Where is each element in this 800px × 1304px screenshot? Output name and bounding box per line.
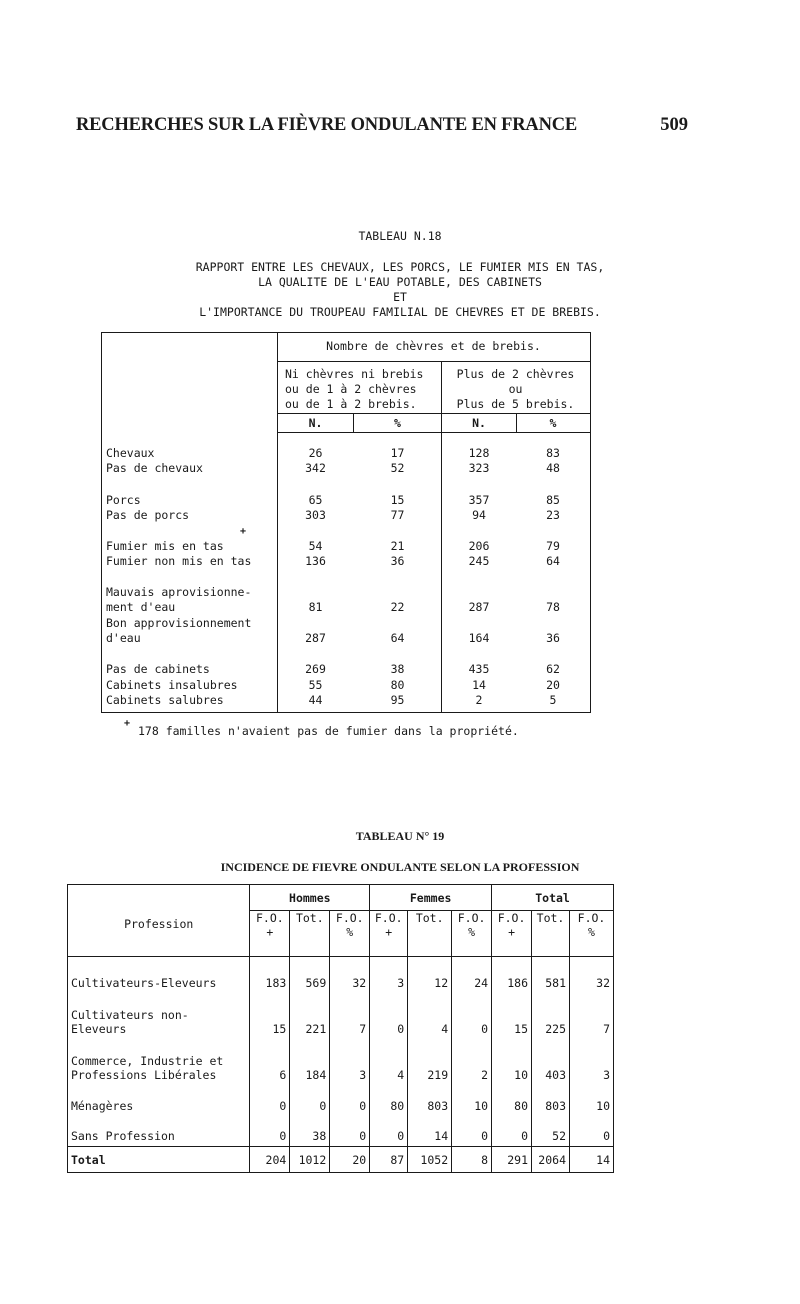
table18-col1-header-1: Ni chèvres ni brebis: [285, 367, 424, 381]
table19-row: [68, 1039, 614, 1085]
table18-footnote-mark: +: [124, 718, 131, 729]
table18-col2-header-3: Plus de 5 brebis.: [456, 397, 575, 411]
table18-row-label: Fumier mis en tas: [106, 539, 224, 553]
table19-row: [68, 957, 614, 993]
table19-cell: 7: [570, 993, 614, 1039]
table18-group-header: Nombre de chèvres et de brebis.: [326, 339, 541, 353]
table19-cell: 32: [570, 957, 614, 993]
table18-col2-header-1: Plus de 2 chèvres: [456, 367, 575, 381]
table19-total-cell: 8: [452, 1147, 492, 1173]
table18-row-label: ment d'eau: [106, 600, 176, 614]
table18-sub-pct-1: %: [394, 416, 401, 430]
table19-cell: 4: [408, 993, 452, 1039]
table18-cell: 78: [546, 600, 560, 614]
table19-cell: 219: [408, 1039, 452, 1085]
table19-total-cell: 2064: [532, 1147, 570, 1173]
table19-cell: 15: [492, 993, 532, 1039]
table19-total-cell: 1012: [290, 1147, 330, 1173]
table18-cell: 14: [472, 678, 486, 692]
table18-row-label: Fumier non mis en tas: [106, 554, 252, 568]
running-title: RECHERCHES SUR LA FIÈVRE ONDULANTE EN FRANCE: [76, 115, 578, 135]
table19-cell: 6: [250, 1039, 290, 1085]
table18-col1-header-2: ou de 1 à 2 chèvres: [285, 382, 417, 396]
page-number: 509: [660, 115, 688, 135]
table18-row-label: Pas de cabinets: [106, 662, 210, 676]
table19-total-row: [68, 1147, 614, 1173]
table19-cell: 0: [570, 1116, 614, 1147]
table18-cell: 54: [308, 539, 323, 553]
table19-cell: 0: [452, 1116, 492, 1147]
table19-total-label: Total: [68, 1147, 250, 1173]
table19-profession-header: Profession: [68, 885, 250, 957]
table19-total-cell: 14: [570, 1147, 614, 1173]
table18-cell: 323: [468, 461, 490, 475]
table19-group-total: Total: [492, 885, 614, 911]
table19-cell: 4: [370, 1039, 408, 1085]
table18-col1-header-3: ou de 1 à 2 brebis.: [285, 397, 417, 411]
table19-cell: 80: [370, 1085, 408, 1116]
table18-title-line-1: RAPPORT ENTRE LES CHEVAUX, LES PORCS, LE FUMIER MIS EN TAS,: [195, 260, 605, 274]
table18-row-label: d'eau: [106, 631, 141, 645]
table19-row: [68, 1116, 614, 1147]
table18-cell: 79: [546, 539, 560, 553]
table18-cell: 245: [468, 554, 490, 568]
table19-cell: 3: [570, 1039, 614, 1085]
table19-sub-fopct: F.O. %: [452, 911, 492, 957]
table19-total-cell: 20: [330, 1147, 370, 1173]
table18-hline-1: [277, 361, 590, 362]
table18-cell: 52: [390, 461, 405, 475]
table18-cell: 17: [390, 446, 405, 460]
table18-cell: 21: [390, 539, 405, 553]
table18-cell: 136: [305, 554, 326, 568]
table18-sub-n-1: N.: [308, 416, 323, 430]
table18-row-label: Porcs: [106, 493, 141, 507]
table19-cell: 221: [290, 993, 330, 1039]
table19-title: INCIDENCE DE FIEVRE ONDULANTE SELON LA PROFESSION: [220, 860, 580, 874]
table18-title-line-4: L'IMPORTANCE DU TROUPEAU FAMILIAL DE CHEVRES ET DE BREBIS.: [199, 305, 601, 319]
table19-group-hommes: Hommes: [250, 885, 370, 911]
table18-cell: 94: [472, 508, 486, 522]
table19-row-label: Commerce, Industrie et Professions Libérales: [68, 1039, 250, 1085]
table19-group-femmes: Femmes: [370, 885, 492, 911]
table18-row-label: Pas de porcs: [106, 508, 190, 522]
table18-row-label: Cabinets insalubres: [106, 678, 238, 692]
table18-cell: 342: [305, 461, 326, 475]
table18-hline-2: [277, 413, 590, 414]
table18-cell: 36: [546, 631, 560, 645]
table18-row-label: Pas de chevaux: [106, 461, 203, 475]
table18-cell: 303: [305, 508, 326, 522]
table19-body: [68, 957, 614, 1173]
table19-cell: 32: [330, 957, 370, 993]
table19-cell: 0: [250, 1116, 290, 1147]
table18-col2-header-2: ou: [508, 382, 523, 396]
table18-cell: 85: [546, 493, 560, 507]
table19-total-cell: 1052: [408, 1147, 452, 1173]
table18-cell: 38: [390, 662, 405, 676]
table19-row: [68, 1085, 614, 1116]
table18-cell: 64: [390, 631, 405, 645]
table18-cell: 164: [468, 631, 490, 645]
table18-cell: 44: [308, 693, 323, 707]
table18-cell: 80: [390, 678, 405, 692]
table18-cell: 23: [546, 508, 560, 522]
table18-cell: 287: [305, 631, 326, 645]
table19-cell: 0: [370, 1116, 408, 1147]
table19-cell: 225: [532, 993, 570, 1039]
table18-cell: 65: [308, 493, 323, 507]
table18-cell: 62: [546, 662, 560, 676]
table19-cell: 38: [290, 1116, 330, 1147]
table18-cell: 77: [390, 508, 405, 522]
table19-total-cell: 291: [492, 1147, 532, 1173]
table18-cell: 435: [468, 662, 490, 676]
table19-sub-fopct: F.O. %: [570, 911, 614, 957]
table19-cell: 403: [532, 1039, 570, 1085]
table19-cell: 0: [452, 993, 492, 1039]
table18-cell: 83: [546, 446, 560, 460]
table19-label: TABLEAU N° 19: [355, 829, 445, 843]
table19-cell: 0: [290, 1085, 330, 1116]
table19-cell: 186: [492, 957, 532, 993]
table18-cell: 206: [468, 539, 490, 553]
table19-cell: 3: [330, 1039, 370, 1085]
table19-cell: 0: [330, 1116, 370, 1147]
table18-cell: 128: [468, 446, 490, 460]
table19-cell: 14: [408, 1116, 452, 1147]
table19-total-cell: 204: [250, 1147, 290, 1173]
table18-row-label: Mauvais aprovisionne-: [106, 585, 252, 599]
table18-title-line-2: LA QUALITE DE L'EAU POTABLE, DES CABINETS: [258, 275, 542, 289]
table19-total-cell: 87: [370, 1147, 408, 1173]
table19-cell: 183: [250, 957, 290, 993]
table19-cell: 803: [408, 1085, 452, 1116]
table19-sub-fopct: F.O. %: [330, 911, 370, 957]
table18-row-label: Chevaux: [106, 446, 155, 460]
table18-label: TABLEAU N.18: [358, 229, 442, 243]
table18-cell: 357: [468, 493, 490, 507]
table18-vline-1: [277, 332, 278, 712]
table18-cell: 287: [468, 600, 490, 614]
table18-cell: 55: [308, 678, 323, 692]
table18-sub-pct-2: %: [549, 416, 557, 430]
table18-cell: 64: [546, 554, 560, 568]
table19-sub-tot: Tot.: [408, 911, 452, 957]
table19-cell: 0: [370, 993, 408, 1039]
table19-row-label: Cultivateurs-Eleveurs: [68, 957, 250, 993]
table19-cell: 10: [452, 1085, 492, 1116]
table19-sub-fo: F.O. +: [250, 911, 290, 957]
table19-cell: 2: [452, 1039, 492, 1085]
table18-cell: 26: [308, 446, 323, 460]
table19-row-label: Ménagères: [68, 1085, 250, 1116]
table18-cell: 20: [546, 678, 560, 692]
table19-cell: 0: [492, 1116, 532, 1147]
table19-cell: 0: [250, 1085, 290, 1116]
table19-sub-fo: F.O. +: [370, 911, 408, 957]
table18-title-line-3: ET: [393, 290, 407, 304]
table19-sub-tot: Tot.: [532, 911, 570, 957]
table19-sub-tot: Tot.: [290, 911, 330, 957]
table19-cell: 0: [330, 1085, 370, 1116]
table18-hline-3: [277, 432, 590, 433]
table18-row-label: Cabinets salubres: [106, 693, 224, 707]
table18-cell: 48: [546, 461, 560, 475]
table19-cell: 3: [370, 957, 408, 993]
table18-cell: 15: [390, 493, 405, 507]
table18-cell: 95: [390, 693, 405, 707]
table19-cell: 52: [532, 1116, 570, 1147]
table19-cell: 10: [570, 1085, 614, 1116]
table19-cell: 581: [532, 957, 570, 993]
table19-sub-fo: F.O. +: [492, 911, 532, 957]
table18-row-label: Bon approvisionnement: [106, 616, 252, 630]
table19-row: [68, 993, 614, 1039]
table19-row-label: Sans Profession: [68, 1116, 250, 1147]
table18-sub-n-2: N.: [472, 416, 486, 430]
table18-cell: 5: [549, 693, 557, 707]
table18-cell: 269: [305, 662, 326, 676]
table19-cell: 184: [290, 1039, 330, 1085]
table19-cell: 12: [408, 957, 452, 993]
table19-cell: 24: [452, 957, 492, 993]
table19-cell: 803: [532, 1085, 570, 1116]
table18-cell: 22: [390, 600, 405, 614]
table19-cell: 15: [250, 993, 290, 1039]
table19-cell: 7: [330, 993, 370, 1039]
table19-cell: 569: [290, 957, 330, 993]
table18-footnote: 178 familles n'avaient pas de fumier dans la propriété.: [138, 724, 519, 738]
table18-cell: 81: [308, 600, 323, 614]
table18-footnote-ref: +: [240, 526, 247, 537]
table18-cell: 36: [390, 554, 405, 568]
table19-cell: 10: [492, 1039, 532, 1085]
table19: [67, 884, 614, 1173]
table19-row-label: Cultivateurs non- Eleveurs: [68, 993, 250, 1039]
table18-cell: 2: [475, 693, 483, 707]
table19-cell: 80: [492, 1085, 532, 1116]
